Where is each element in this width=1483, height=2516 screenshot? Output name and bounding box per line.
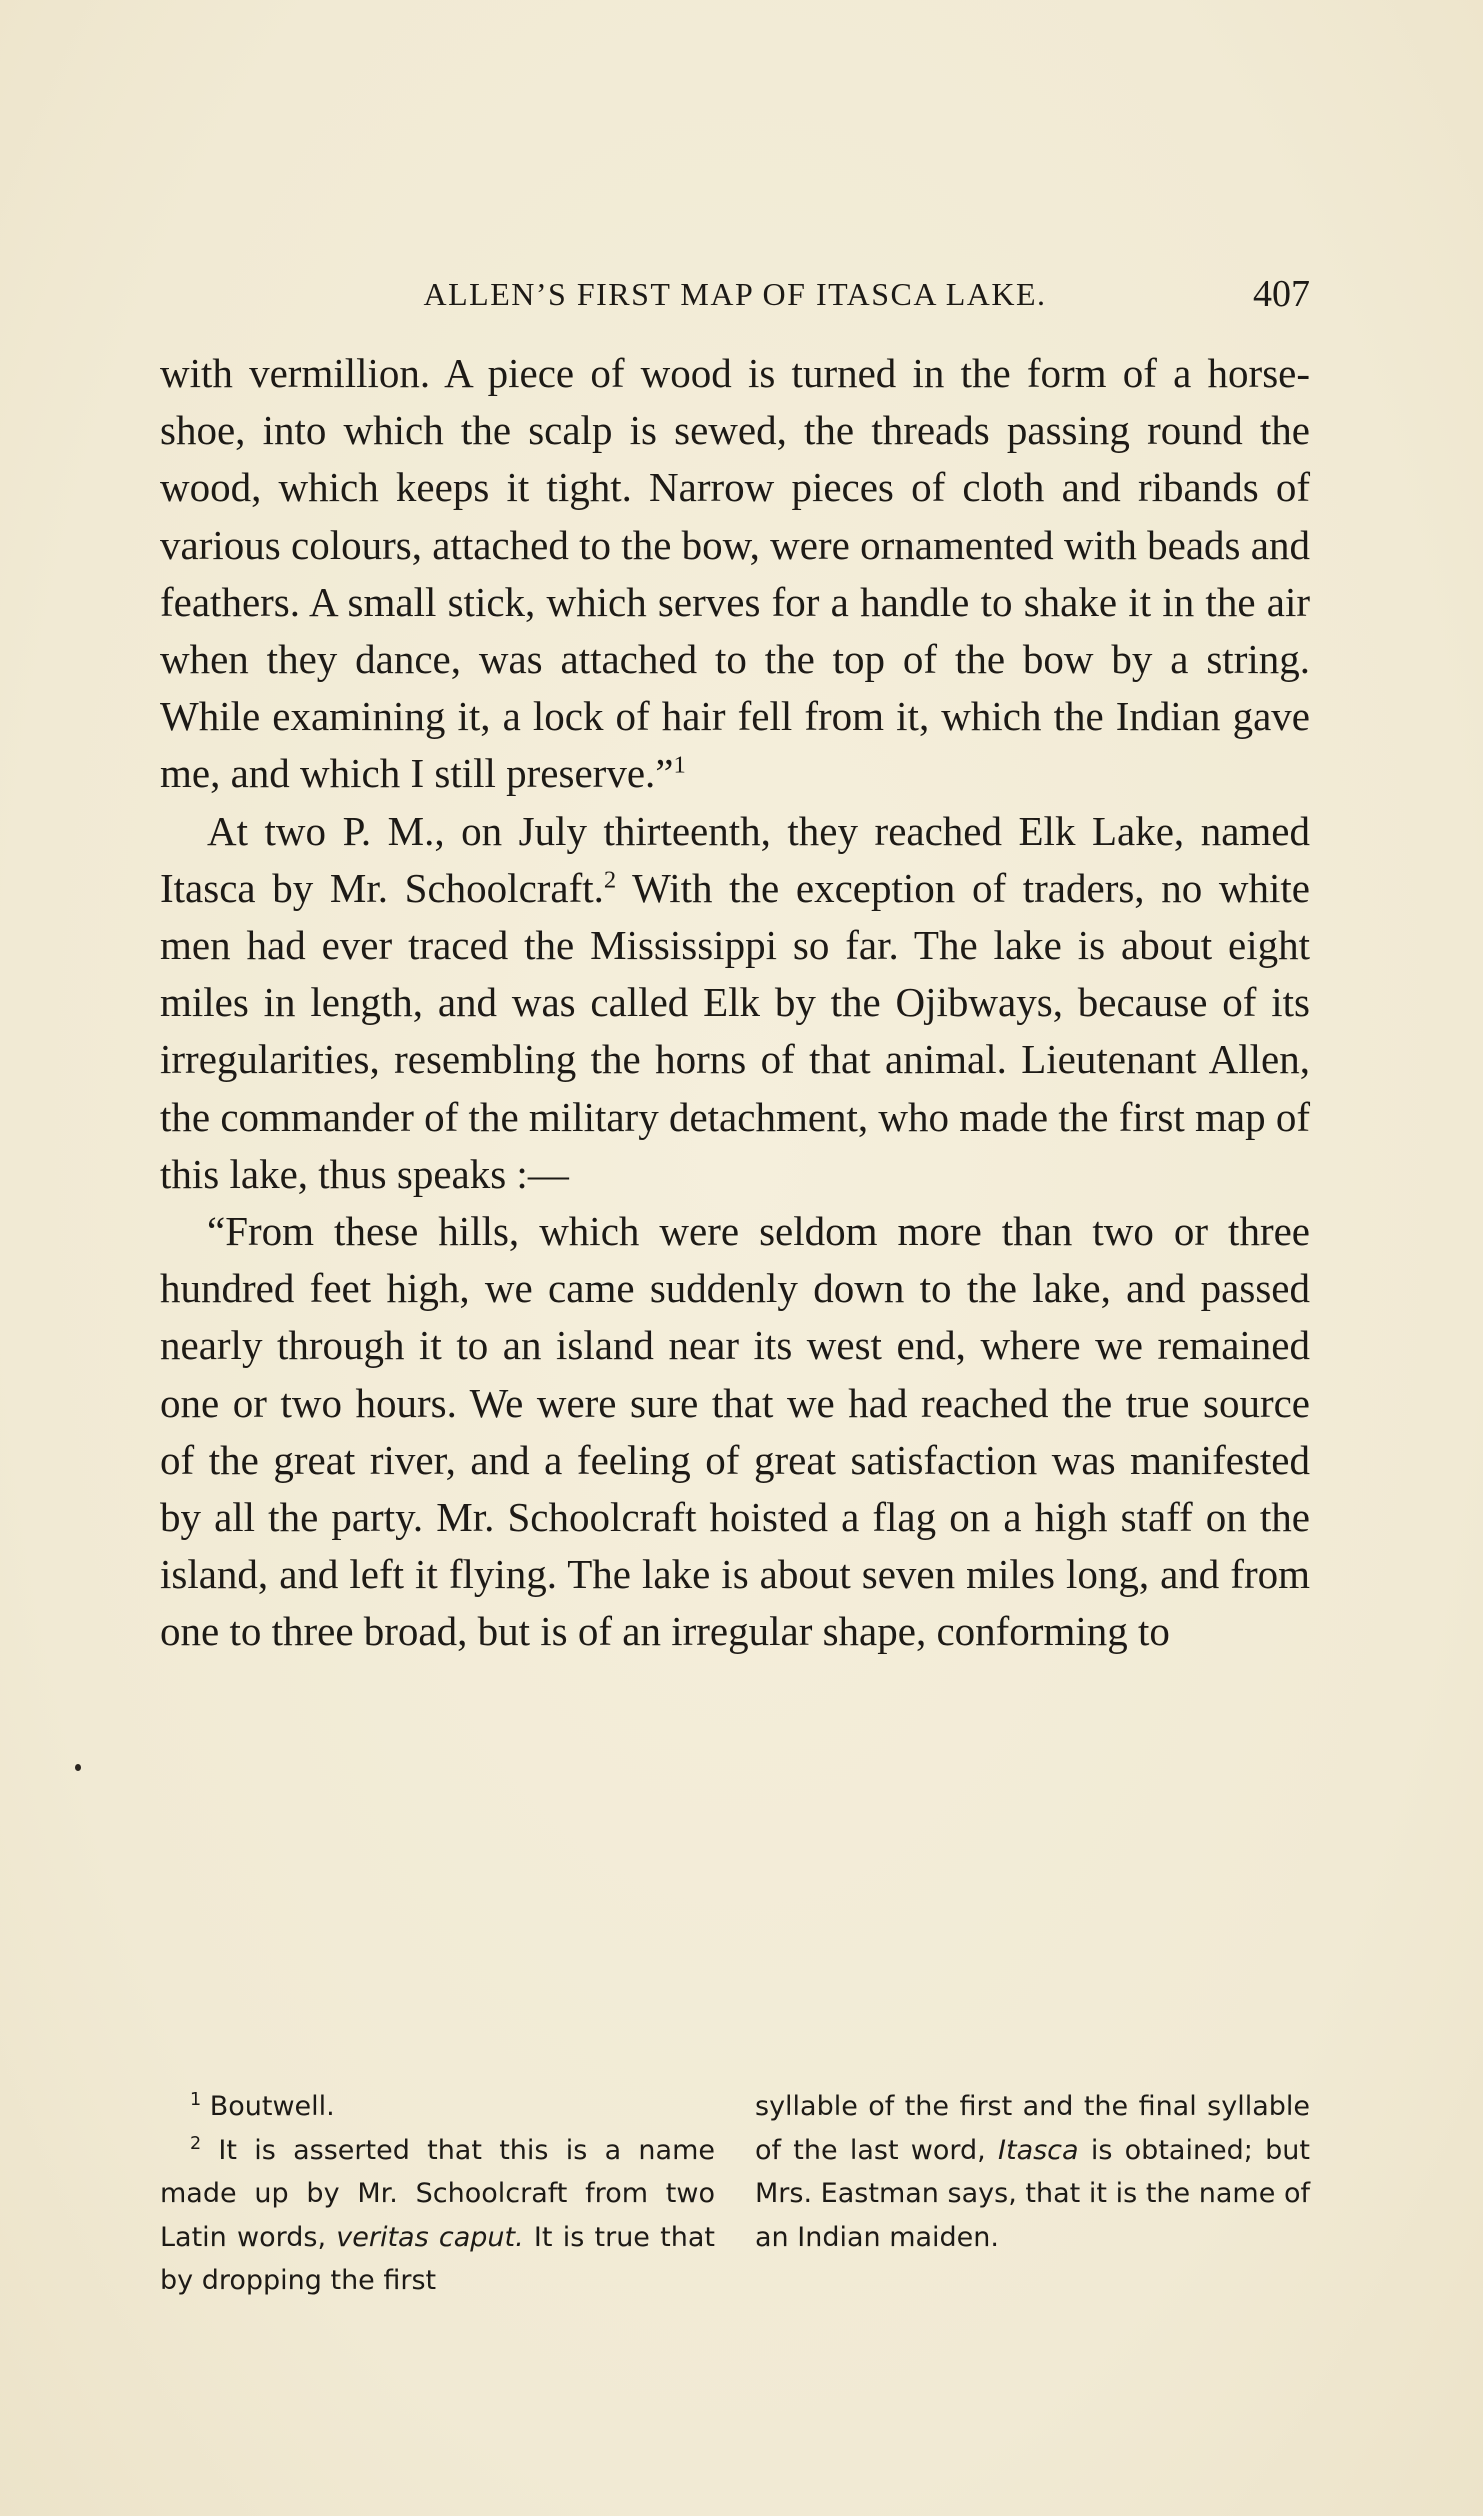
paragraph-2	[160, 803, 1310, 1203]
paragraph-2-text-a: At two P. M., on July thirteenth, they reached Elk Lake, named Itasca by Mr. Schoolcraft.	[160, 807, 1310, 911]
footnote-2-text-d: is obtained; but Mrs. Eastman says, that it is the name of an Indian maiden.	[755, 2134, 1310, 2253]
footnote-1-text: Boutwell.	[201, 2091, 335, 2122]
footnote-2-text-b: It is true that by dropping the first	[160, 2221, 715, 2297]
footnote-column-left	[160, 2085, 715, 2303]
footnote-1	[160, 2085, 715, 2129]
page-number: 407	[1253, 273, 1310, 315]
footnote-2-italic-latin: veritas caput.	[336, 2221, 524, 2253]
running-head: ALLEN’S FIRST MAP OF ITASCA LAKE.	[423, 276, 1047, 312]
footnote-2-number: 2	[190, 2133, 202, 2154]
footnote-ref-1: 1	[673, 751, 686, 779]
stray-ink-mark	[75, 1764, 81, 1771]
footnote-2-continued	[755, 2085, 1310, 2259]
footnote-2-text-c: syllable of the first and the final syllable of the last word,	[755, 2091, 1310, 2166]
paragraph-3	[160, 1203, 1310, 1661]
footnote-2	[160, 2129, 715, 2303]
paragraph-2-text-b: With the exception of traders, no white men had ever traced the Mississippi so far. The lake is about eight miles in length, and was called Elk by the Ojibways, because of its irregularities, resembling the horns of that animal. Lieutenant Allen, the commander of the military detachment, who made the first map of this lake, thus speaks :—	[160, 864, 1310, 1197]
footnote-2-italic-itasca: Itasca	[998, 2134, 1079, 2166]
footnote-column-right	[755, 2085, 1310, 2303]
footnotes	[160, 2085, 1310, 2303]
footnote-ref-2: 2	[603, 866, 617, 894]
paragraph-3-text: “From these hills, which were seldom more than two or three hundred feet high, we came suddenly down to the lake, and passed nearly through it to an island near its west end, where we remained one or two hours. We were sure that we had reached the true source of the great river, and a feeling of great satisfaction was manifested by all the party. Mr. Schoolcraft hoisted a flag on a high staff on the island, and left it flying. The lake is about seven miles long, and from one to three broad, but is of an irregular shape, conforming to	[160, 1208, 1310, 1655]
paragraph-1	[160, 345, 1310, 803]
body-text	[160, 345, 1310, 1661]
page-header	[160, 270, 1310, 320]
paragraph-1-text: with vermillion. A piece of wood is turned in the form of a horse-shoe, into which the scalp is sewed, the threads passing round the wood, which keeps it tight. Narrow pieces of cloth and ribands of various colours, attached to the bow, were ornamented with beads and feathers. A small stick, which serves for a handle to shake it in the air when they dance, was attached to the top of the bow by a string. While examining it, a lock of hair fell from it, which the Indian gave me, and which I still preserve.”	[160, 350, 1310, 797]
footnote-2-text-a: It is asserted that this is a name made up by Mr. Schoolcraft from two Latin words,	[160, 2134, 715, 2253]
footnote-1-number: 1	[190, 2090, 202, 2110]
